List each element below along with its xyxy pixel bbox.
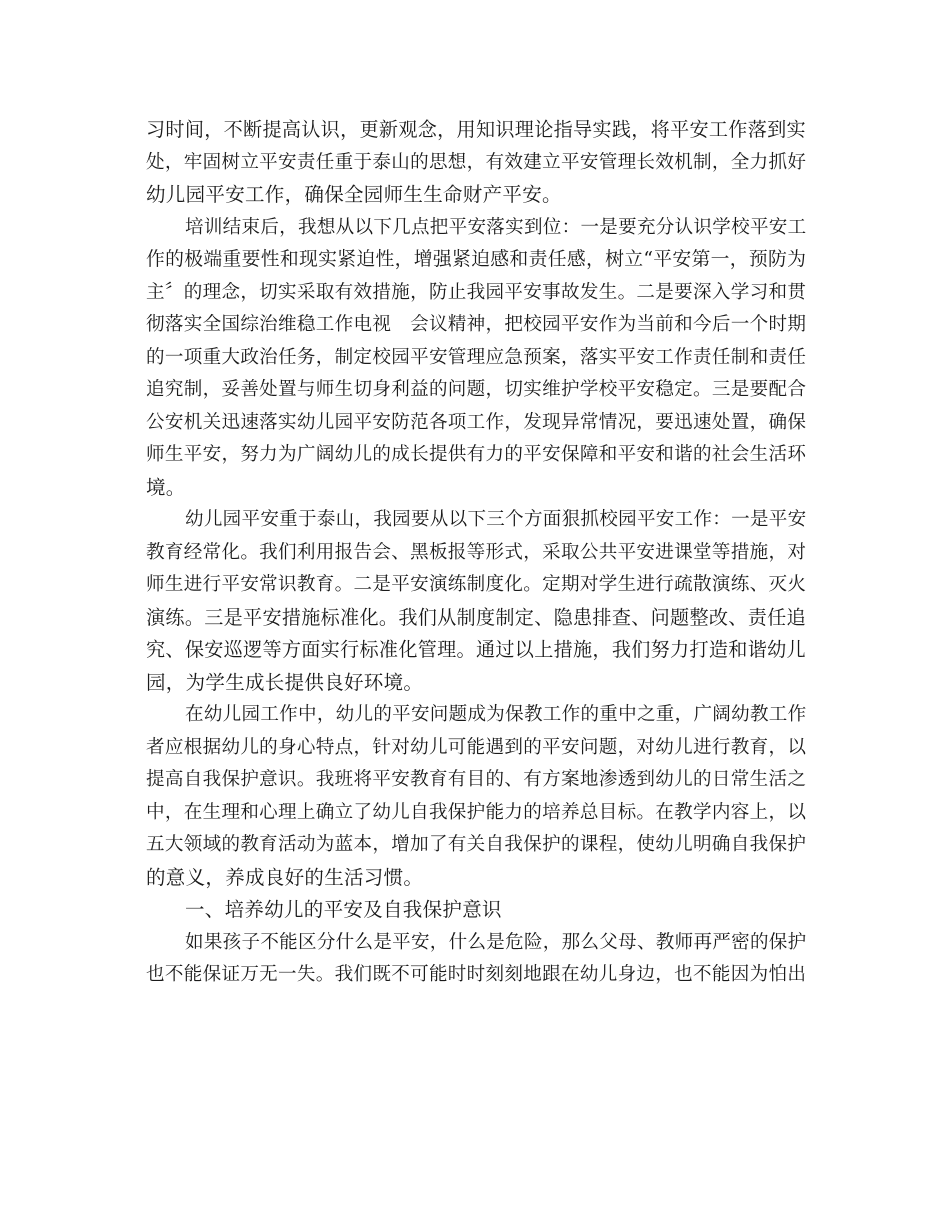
text-line: 园，为学生成长提供良好环境。 [146,670,424,694]
text-line: 作的极端重要性和现实紧迫性，增强紧迫感和责任感，树立“平安第一，预防为 [146,249,807,270]
heading-text: 一、培养幼儿的平安及自我保护意识 [185,898,502,921]
document-page [146,114,806,992]
text-line: 彻落实全国综治维稳工作电视 会议精神，把校园平安作为当前和今后一个时期 [146,314,807,335]
text-line: 究、保安巡逻等方面实行标准化管理。通过以上措施，我们努力打造和谐幼儿 [146,638,806,661]
text-line: 者应根据幼儿的身心特点，针对幼儿可能遇到的平安问题，对幼儿进行教育，以 [146,736,807,758]
paragraph [146,504,806,699]
text-line: 公安机关迅速落实幼儿园平安防范各项工作，发现异常情况，要迅速处置，确保 [146,411,807,433]
text-line: 师生进行平安常识教育。二是平安演练制度化。定期对学生进行疏散演练、灭火 [146,574,807,595]
text-line: 中，在生理和心理上确立了幼儿自我保护能力的培养总目标。在教学内容上，以 [146,801,807,823]
text-line: 培训结束后，我想从以下几点把平安落实到位：一是要充分认识学校平安工 [185,216,807,238]
paragraph [146,927,806,992]
text-line: 的一项重大政治任务，制定校园平安管理应急预案，落实平安工作责任制和责任 [146,346,807,368]
paragraph [146,114,806,212]
text-line: 的意义，养成良好的生活习惯。 [146,865,424,889]
text-line: 提高自我保护意识。我班将平安教育有目的、有方案地渗透到幼儿的日常生活之 [146,769,807,790]
paragraph [146,212,806,505]
text-line: 演练。三是平安措施标准化。我们从制度制定、隐患排查、问题整改、责任追 [146,605,806,629]
section-heading [146,894,806,927]
paragraph [146,699,806,894]
text-line: 习时间，不断提高认识，更新观念，用知识理论指导实践，将平安工作落到实 [146,118,806,141]
text-line: 师生平安，努力为广阔幼儿的成长提供有力的平安保障和平安和谐的社会生活环 [146,444,807,465]
text-line: 追究制，妥善处置与师生切身利益的问题，切实维护学校平安稳定。三是要配合 [146,379,807,400]
text-line: 处，牢固树立平安责任重于泰山的思想，有效建立平安管理长效机制，全力抓好 [146,151,807,173]
text-line: 幼儿园平安重于泰山，我园要从以下三个方面狠抓校园平安工作：一是平安 [185,509,807,530]
text-line: 幼儿园平安工作，确保全园师生生命财产平安。 [146,183,562,206]
text-line: 主〞的理念，切实采取有效措施，防止我园平安事故发生。二是要深入学习和贯 [146,281,807,303]
text-line: 五大领域的教育活动为蓝本，增加了有关自我保护的课程，使幼儿明确自我保护 [146,834,807,855]
text-line: 境。 [146,475,186,499]
text-line: 如果孩子不能区分什么是平安，什么是危险，那么父母、教师再严密的保护 [185,931,807,953]
text-line: 教育经常化。我们利用报告会、黑板报等形式，采取公共平安进课堂等措施，对 [146,541,807,563]
text-line: 在幼儿园工作中，幼儿的平安问题成为保教工作的重中之重，广阔幼教工作 [185,704,807,725]
text-line: 也不能保证万无一失。我们既不可能时时刻刻地跟在幼儿身边，也不能因为怕出 [146,964,807,985]
